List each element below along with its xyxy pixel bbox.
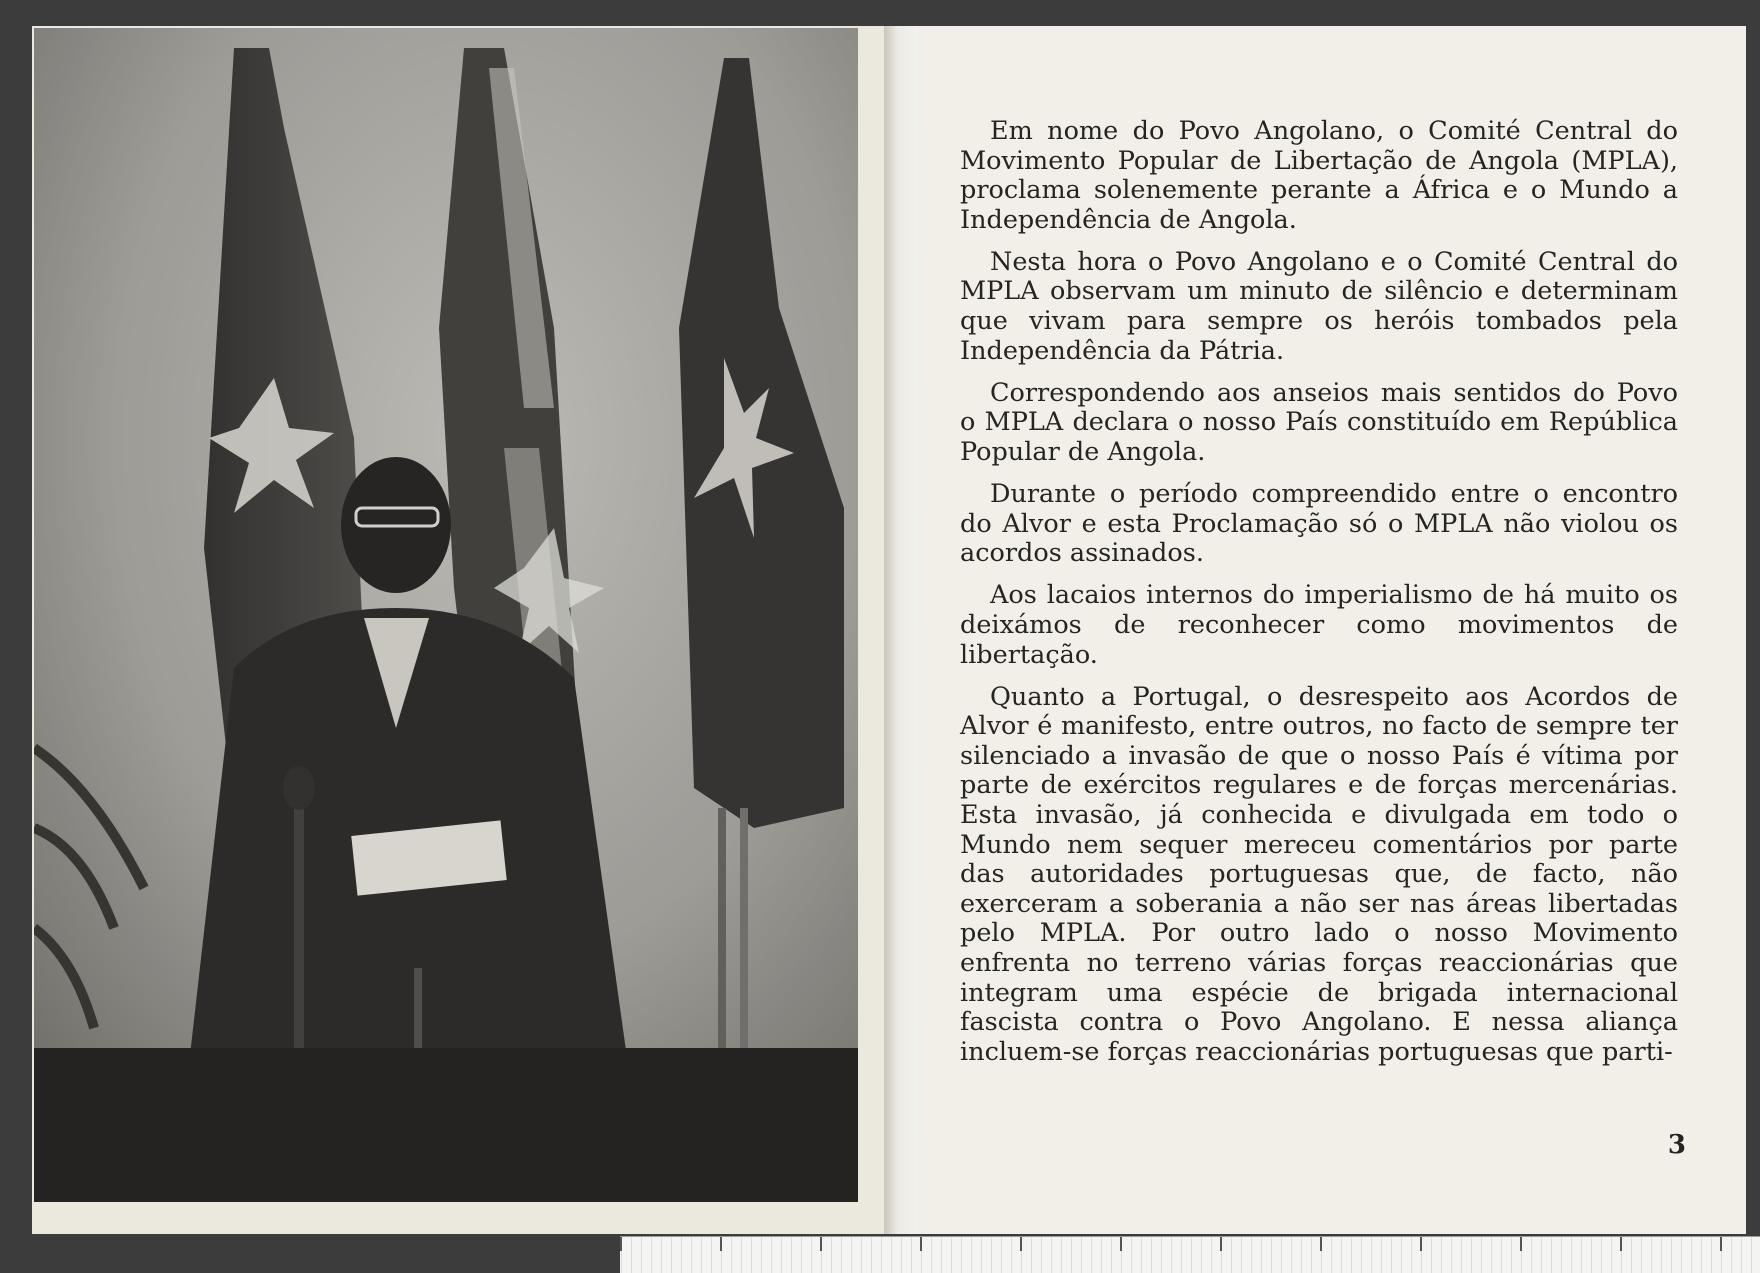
paragraph-4: Durante o período compreendido entre o encontro do Alvor e esta Proclamação só o MPLA não violou os acordos assinados. [960,479,1678,569]
paragraph-6: Quanto a Portugal, o desrespeito aos Acordos de Alvor é manifesto, entre outros, no facto de sempre ter silenciado a invasão de que o nosso País é vítima por parte de exércitos regulares e de forças mercenárias. Esta invasão, já conhecida e divulgada em todo o Mundo nem sequer mereceu comentários por parte das autoridades portuguesas que, de facto, não exerceram a soberania a não ser nas áreas libertadas pelo MPLA. Por outro lado o nosso Movimento enfrenta no terreno várias forças reaccionárias que integram uma espécie de brigada internacional fascista contra o Povo Angolano. E nessa aliança incluem-se forças reaccionárias portuguesas que parti- [960,681,1678,1067]
left-page [32,26,888,1234]
photo-illustration [34,28,858,1202]
book-spread [32,26,1746,1234]
paragraph-1: Em nome do Povo Angolano, o Comité Central do Movimento Popular de Libertação de Angola (MPLA), proclama solenemente perante a África e o Mundo a Independência de Angola. [960,116,1678,235]
paragraph-5: Aos lacaios internos do imperialismo de há muito os deixámos de reconhecer como movimentos de libertação. [960,580,1678,670]
speaker-photograph [34,28,858,1202]
proclamation-text [960,117,1678,1080]
scale-ruler [620,1236,1760,1273]
page-gutter [884,26,918,1234]
page-number: 3 [1667,1130,1686,1160]
paragraph-3: Correspondendo aos anseios mais sentidos do Povo o MPLA declara o nosso País constituído em República Popular de Angola. [960,377,1678,467]
right-page [918,26,1746,1234]
paragraph-2: Nesta hora o Povo Angolano e o Comité Central do MPLA observam um minuto de silêncio e determinam que vivam para sempre os heróis tombados pela Independência da Pátria. [960,246,1678,366]
